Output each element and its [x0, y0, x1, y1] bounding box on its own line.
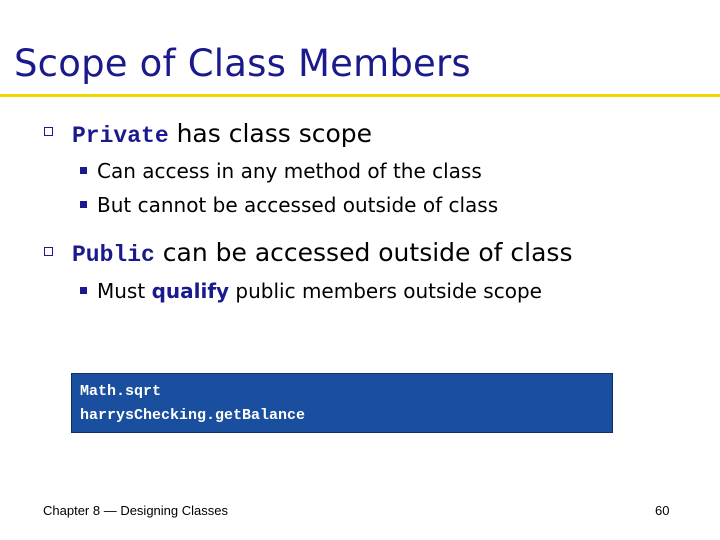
- bullet-box-icon: [44, 127, 53, 136]
- sub-bullet: [80, 159, 482, 183]
- square-bullet-icon: [80, 287, 87, 294]
- bullet-text: can be accessed outside of class: [154, 238, 573, 267]
- code-line: Math.sqrt: [80, 383, 162, 400]
- page-number: 60: [655, 503, 670, 518]
- sub-bullet: [80, 193, 498, 217]
- bullet-text: has class scope: [168, 119, 373, 148]
- sub-bullet-text: But cannot be accessed outside of class: [97, 193, 499, 217]
- title-underline: [0, 94, 720, 97]
- footer-chapter: Chapter 8 — Designing Classes: [43, 503, 228, 518]
- slide-title: Scope of Class Members: [14, 42, 471, 85]
- code-keyword-private: Private: [72, 123, 169, 149]
- square-bullet-icon: [80, 201, 87, 208]
- sub-bullet-text: Can access in any method of the class: [97, 159, 482, 183]
- code-line: harrysChecking.getBalance: [80, 407, 306, 424]
- sub-bullet: [80, 279, 542, 303]
- code-example-box: [71, 373, 613, 433]
- bullet-private: [72, 119, 372, 149]
- square-bullet-icon: [80, 167, 87, 174]
- sub-bullet-text-after: public members outside scope: [229, 279, 542, 303]
- qualify-emphasis: qualify: [151, 279, 230, 303]
- bullet-box-icon: [44, 247, 53, 256]
- code-keyword-public: Public: [72, 242, 155, 268]
- sub-bullet-text-before: Must: [97, 279, 152, 303]
- bullet-public: [72, 238, 572, 268]
